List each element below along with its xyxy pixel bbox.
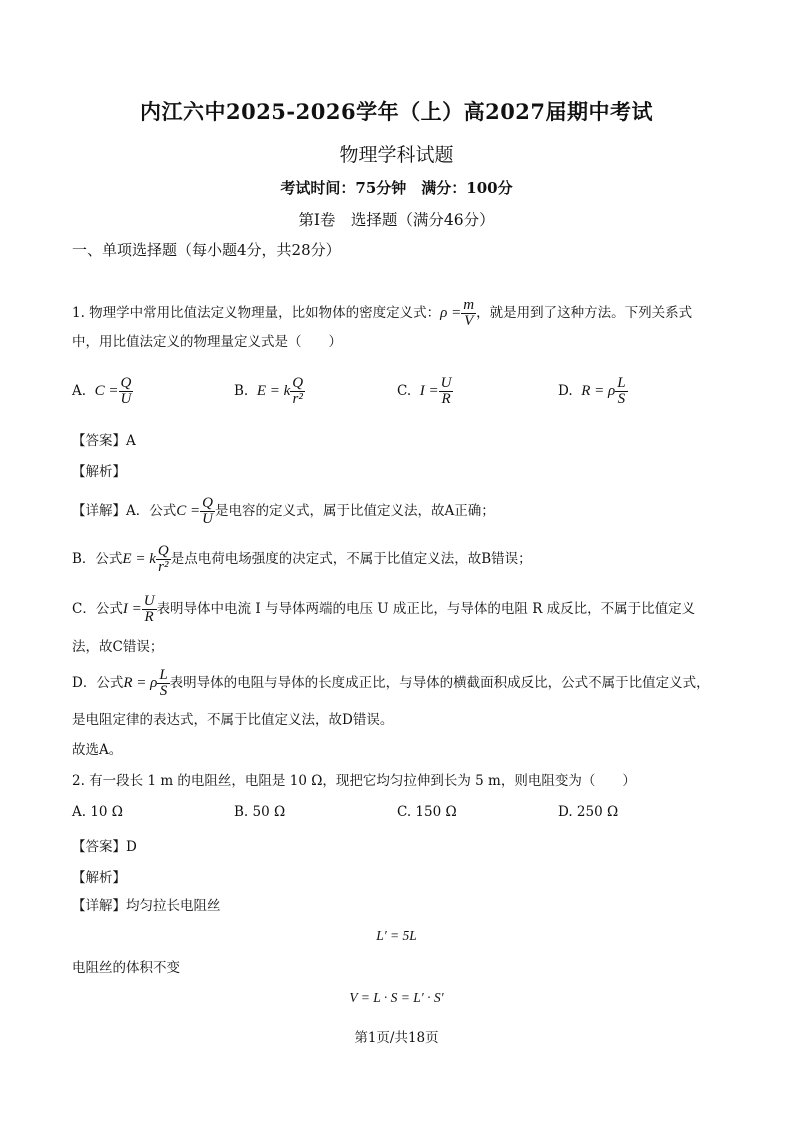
q1-detail-c-line2: 法，故C错误； <box>72 639 164 655</box>
exam-subtitle: 物理学科试题 <box>339 144 454 166</box>
density-formula: ρ = $\frac{m}{V}$ <box>440 297 475 329</box>
q2-detail-line1: 【详解】均匀拉长电阻丝 <box>72 898 221 914</box>
q1-detail-c: C．公式I = $\frac{U}{R}$ 表明导体中电流 I 与导体两端的电压 U 成正比，与导体的电阻 R 成反比，不属于比值定义 <box>72 593 696 625</box>
q1-detail-b: B．公式E = k $\frac{Q}{\text{r²}}$ 是点电荷电场强度的决定式，不属于比值定义法，故B错误； <box>72 543 532 575</box>
exam-title: 内江六中2025-2026学年（上）高2027届期中考试 <box>139 99 654 124</box>
q1-answer: 【答案】A <box>72 433 136 449</box>
page-number: 第1页/共18页 <box>354 1030 439 1046</box>
q2-option-d: D. 250 Ω <box>558 804 619 820</box>
q1-stem-line2: 中，用比值法定义的物理量定义式是（ ） <box>72 334 342 350</box>
q1-analysis-label: 【解析】 <box>72 464 126 480</box>
q2-answer: 【答案】D <box>72 839 137 855</box>
exam-info: 考试时间：75分钟 满分：100分 <box>280 179 513 197</box>
q1-conclusion: 故选A。 <box>72 742 123 758</box>
q2-detail-line2: 电阻丝的体积不变 <box>72 960 180 976</box>
q2-option-c: C. 150 Ω <box>397 804 457 820</box>
q2-analysis-label: 【解析】 <box>72 870 126 886</box>
q1-detail-d: D．公式R = ρ $\frac{L}{S}$ 表明导体的电阻与导体的长度成正比，与导体的横截面积成反比，公式不属于比值定义式， <box>72 667 710 699</box>
q2-stem: 2. 有一段长 1 m 的电阻丝，电阻是 10 Ω，现把它均匀拉伸到长为 5 m，则电阻变为（ ） <box>72 773 636 789</box>
q2-option-b: B. 50 Ω <box>234 804 286 820</box>
section-title: 一、单项选择题（每小题4分，共28分） <box>72 241 341 259</box>
q2-option-a: A. 10 Ω <box>72 804 123 820</box>
q2-formula-2: V = L · S = L′ · S′ <box>349 990 444 1005</box>
q1-stem-part1: 1. 物理学中常用比值法定义物理量，比如物体的密度定义式： <box>72 304 441 321</box>
q1-option-b: B. E = k $\frac{Q}{\text{r²}}$ <box>234 375 304 407</box>
q1-option-a: A. C = $\frac{Q}{U}$ <box>72 375 132 407</box>
q1-detail-d-line2: 是电阻定律的表达式，不属于比值定义法，故D错误。 <box>72 712 394 728</box>
volume-title: 第Ⅰ卷 选择题（满分46分） <box>298 211 495 229</box>
q1-stem-part2: ，就是用到了这种方法。下列关系式 <box>476 304 693 321</box>
q1-option-d: D. R = ρ $\frac{L}{S}$ <box>558 375 626 407</box>
q1-option-c: C. I = $\frac{U}{R}$ <box>397 375 452 407</box>
q1-stem <box>72 298 692 329</box>
q2-formula-1: L′ = 5L <box>376 928 417 943</box>
q1-detail-a: 【详解】A．公式C = $\frac{Q}{U}$ 是电容的定义式，属于比值定义法，故A正确； <box>72 495 495 527</box>
